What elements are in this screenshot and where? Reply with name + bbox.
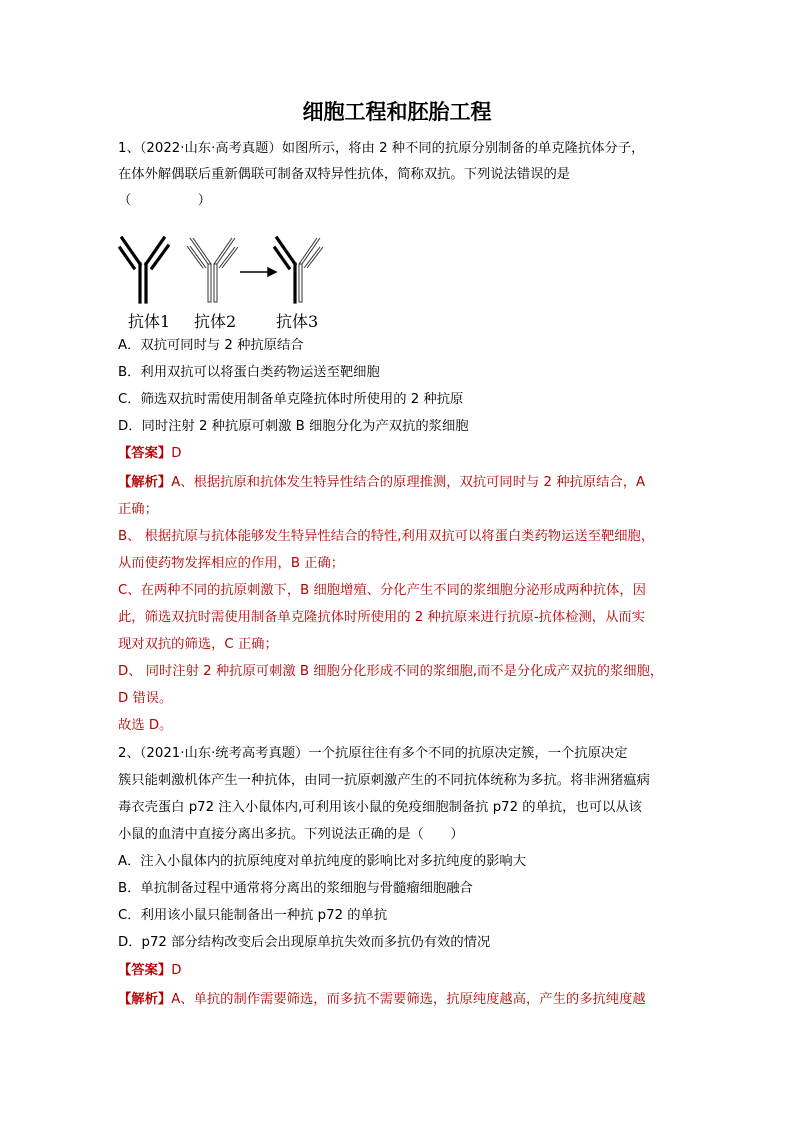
q2-stem-line: 簇只能刺激机体产生一种抗体，由同一抗原刺激产生的不同抗体统称为多抗。将非洲猪瘟病 [118, 773, 650, 788]
antibody-2-icon [187, 238, 238, 302]
answer-tag: 【答案】 [118, 963, 172, 978]
figure-label-antibody-3: 抗体3 [276, 312, 319, 331]
antibody-1-icon [120, 238, 168, 302]
arrow-icon [240, 268, 276, 276]
q1-conclusion: 故选 D。 [118, 718, 173, 733]
q2-stem-line: 毒衣壳蛋白 p72 注入小鼠体内,可利用该小鼠的免疫细胞制备抗 p72 的单抗，也可以从该 [118, 800, 642, 815]
q2-option-d: D．p72 部分结构改变后会出现原单抗失效而多抗仍有效的情况 [118, 935, 491, 950]
q1-analysis-line: 从而使药物发挥相应的作用，B 正确； [118, 556, 345, 571]
page-title: 细胞工程和胚胎工程 [302, 99, 492, 124]
q2-stem-line: 2、（2021·山东·统考高考真题）一个抗原往往有多个不同的抗原决定簇，一个抗原决定 [118, 746, 628, 761]
analysis-text: A、单抗的制作需要筛选，而多抗不需要筛选，抗原纯度越高，产生的多抗纯度越 [171, 992, 646, 1007]
q1-option-a: A．双抗可同时与 2 种抗原结合 [118, 338, 304, 353]
q2-option-b: B．单抗制备过程中通常将分离出的浆细胞与骨髓瘤细胞融合 [118, 881, 473, 896]
q1-stem-line: 在体外解偶联后重新偶联可制备双特异性抗体，简称双抗。下列说法错误的是 [118, 167, 571, 182]
analysis-tag: 【解析】 [118, 992, 172, 1007]
answer-tag: 【答案】 [118, 446, 172, 461]
analysis-tag: 【解析】 [118, 475, 172, 490]
antibody-3-icon [275, 238, 323, 302]
q1-option-c: C．筛选双抗时需使用制备单克隆抗体时所使用的 2 种抗原 [118, 392, 464, 407]
analysis-text: A、根据抗原和抗体发生特异性结合的原理推测，双抗可同时与 2 种抗原结合，A [171, 475, 646, 490]
q1-analysis-line: D、 同时注射 2 种抗原可刺激 B 细胞分化形成不同的浆细胞,而不是分化成产双抗的浆细胞， [118, 664, 664, 679]
q2-answer [118, 962, 181, 980]
q2-stem-line: 小鼠的血清中直接分离出多抗。下列说法正确的是（ ） [118, 827, 464, 842]
antibody-figure [118, 230, 348, 335]
q1-analysis-line [118, 474, 645, 492]
answer-value: D [171, 963, 182, 978]
q2-option-c: C．利用该小鼠只能制备出一种抗 p72 的单抗 [118, 908, 388, 923]
q1-analysis-line: D 错误。 [118, 691, 173, 706]
figure-label-antibody-1: 抗体1 [128, 312, 171, 331]
q1-stem-line: 1、（2022·山东·高考真题）如图所示，将由 2 种不同的抗原分别制备的单克隆抗体分子， [118, 141, 645, 156]
q2-analysis-line [118, 991, 646, 1009]
q1-answer [118, 445, 181, 463]
antibody-diagram [118, 230, 348, 310]
answer-value: D [171, 446, 182, 461]
q1-analysis-line: 现对双抗的筛选，C 正确； [118, 637, 278, 652]
q1-analysis-line: 此，筛选双抗时需使用制备单克隆抗体时所使用的 2 种抗原来进行抗原-抗体检测，从而实 [118, 610, 645, 625]
q1-answer-blank: （ ） [118, 193, 212, 208]
q1-option-d: D．同时注射 2 种抗原可刺激 B 细胞分化为产双抗的浆细胞 [118, 419, 469, 434]
q1-analysis-line: 正确； [118, 502, 158, 517]
q2-option-a: A．注入小鼠体内的抗原纯度对单抗纯度的影响比对多抗纯度的影响大 [118, 854, 527, 869]
q1-analysis-line: C、在两种不同的抗原刺激下，B 细胞增殖、分化产生不同的浆细胞分泌形成两种抗体，因 [118, 583, 646, 598]
figure-label-antibody-2: 抗体2 [194, 312, 237, 331]
q1-option-b: B．利用双抗可以将蛋白类药物运送至靶细胞 [118, 365, 380, 380]
q1-analysis-line: B、 根据抗原与抗体能够发生特异性结合的特性,利用双抗可以将蛋白类药物运送至靶细胞， [118, 529, 655, 544]
